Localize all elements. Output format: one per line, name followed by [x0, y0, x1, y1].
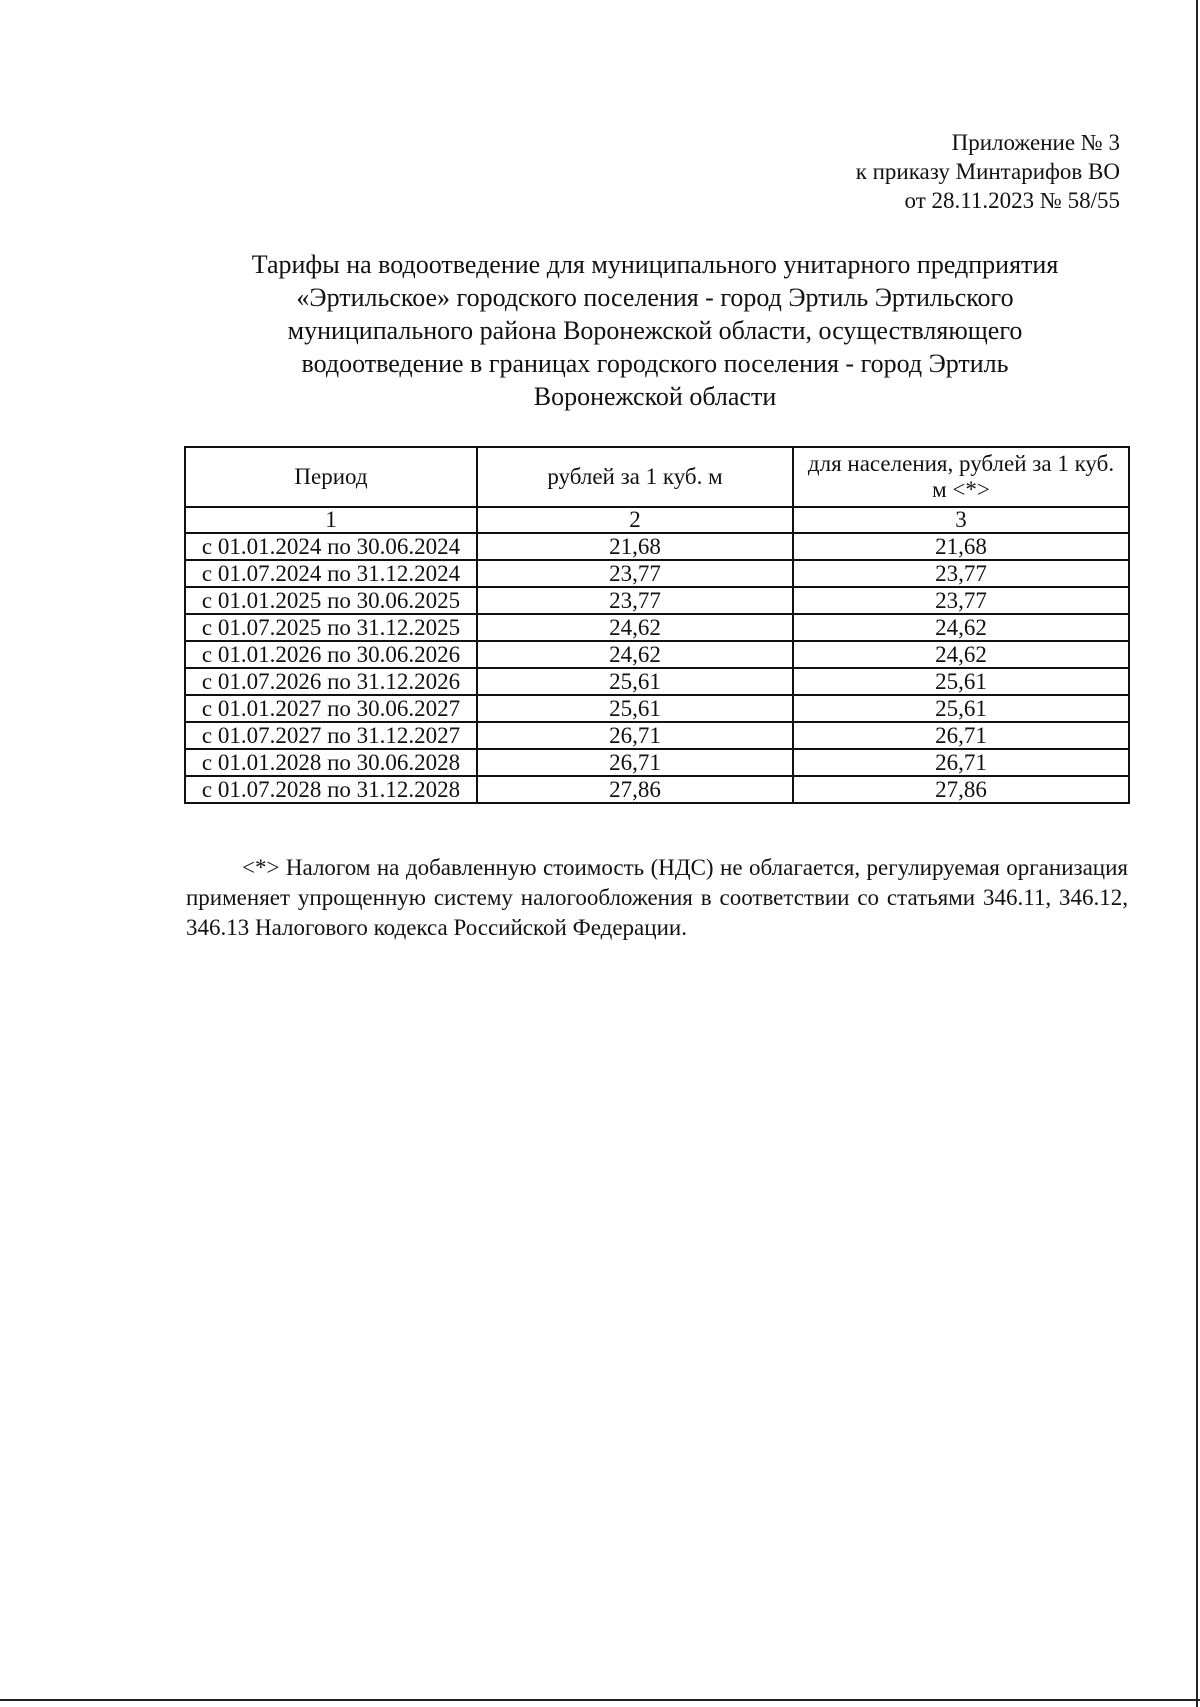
table-row [185, 776, 1129, 803]
column-number: 1 [185, 507, 477, 533]
rate-population-cell: 23,77 [793, 560, 1129, 587]
rate-cell: 27,86 [477, 776, 793, 803]
table-row [185, 587, 1129, 614]
header-rate-population: для населения, рублей за 1 куб. м <*> [793, 447, 1129, 507]
document-title [185, 248, 1125, 413]
rate-population-cell: 24,62 [793, 614, 1129, 641]
rate-cell: 26,71 [477, 749, 793, 776]
annex-order-date: от 28.11.2023 № 58/55 [904, 188, 1120, 213]
title-line: водоотведение в границах городского поселения - город Эртиль [301, 349, 1009, 378]
period-cell: с 01.01.2028 по 30.06.2028 [185, 749, 477, 776]
rate-cell: 23,77 [477, 560, 793, 587]
page-edge-line [1196, 0, 1198, 1707]
rate-population-cell: 24,62 [793, 641, 1129, 668]
table-row [185, 695, 1129, 722]
rate-population-cell: 27,86 [793, 776, 1129, 803]
rate-population-cell: 23,77 [793, 587, 1129, 614]
period-cell: с 01.07.2027 по 31.12.2027 [185, 722, 477, 749]
rate-cell: 26,71 [477, 722, 793, 749]
annex-header [856, 128, 1120, 215]
rate-cell: 25,61 [477, 695, 793, 722]
rate-population-cell: 25,61 [793, 668, 1129, 695]
header-period: Период [185, 447, 477, 507]
period-cell: с 01.01.2024 по 30.06.2024 [185, 533, 477, 560]
rate-population-cell: 26,71 [793, 722, 1129, 749]
rate-population-cell: 26,71 [793, 749, 1129, 776]
column-number: 2 [477, 507, 793, 533]
annex-number: Приложение № 3 [951, 130, 1120, 155]
period-cell: с 01.01.2026 по 30.06.2026 [185, 641, 477, 668]
annex-order-reference: к приказу Минтарифов ВО [855, 159, 1120, 184]
rate-cell: 25,61 [477, 668, 793, 695]
period-cell: с 01.07.2028 по 31.12.2028 [185, 776, 477, 803]
table-row [185, 722, 1129, 749]
rate-cell: 24,62 [477, 641, 793, 668]
footnote [186, 853, 1128, 943]
title-line: Воронежской области [533, 382, 777, 411]
column-number-row [185, 507, 1129, 533]
table-row [185, 560, 1129, 587]
rate-cell: 21,68 [477, 533, 793, 560]
title-line: «Эртильское» городского поселения - город Эртиль Эртильского [296, 283, 1014, 312]
header-rate: рублей за 1 куб. м [477, 447, 793, 507]
table-row [185, 749, 1129, 776]
rate-population-cell: 25,61 [793, 695, 1129, 722]
title-line: Тарифы на водоотведение для муниципального унитарного предприятия [251, 250, 1059, 279]
period-cell: с 01.07.2024 по 31.12.2024 [185, 560, 477, 587]
period-cell: с 01.07.2025 по 31.12.2025 [185, 614, 477, 641]
rate-cell: 24,62 [477, 614, 793, 641]
page-edge-line [0, 1699, 1200, 1701]
table-row [185, 614, 1129, 641]
footnote-text: <*> Налогом на добавленную стоимость (НДС) не облагается, регулируемая организация применяет упрощенную систему налогообложения в соответствии со статьями 346.11, 346.12, 346.13 Налогового кодекса Российской Федерации. [186, 855, 1128, 940]
period-cell: с 01.01.2027 по 30.06.2027 [185, 695, 477, 722]
title-line: муниципального района Воронежской области, осуществляющего [287, 316, 1023, 345]
table-row [185, 668, 1129, 695]
table-row [185, 533, 1129, 560]
period-cell: с 01.01.2025 по 30.06.2025 [185, 587, 477, 614]
tariff-table [184, 446, 1130, 804]
rate-population-cell: 21,68 [793, 533, 1129, 560]
table-row [185, 641, 1129, 668]
period-cell: с 01.07.2026 по 31.12.2026 [185, 668, 477, 695]
rate-cell: 23,77 [477, 587, 793, 614]
column-number: 3 [793, 507, 1129, 533]
table-header-row [185, 447, 1129, 507]
